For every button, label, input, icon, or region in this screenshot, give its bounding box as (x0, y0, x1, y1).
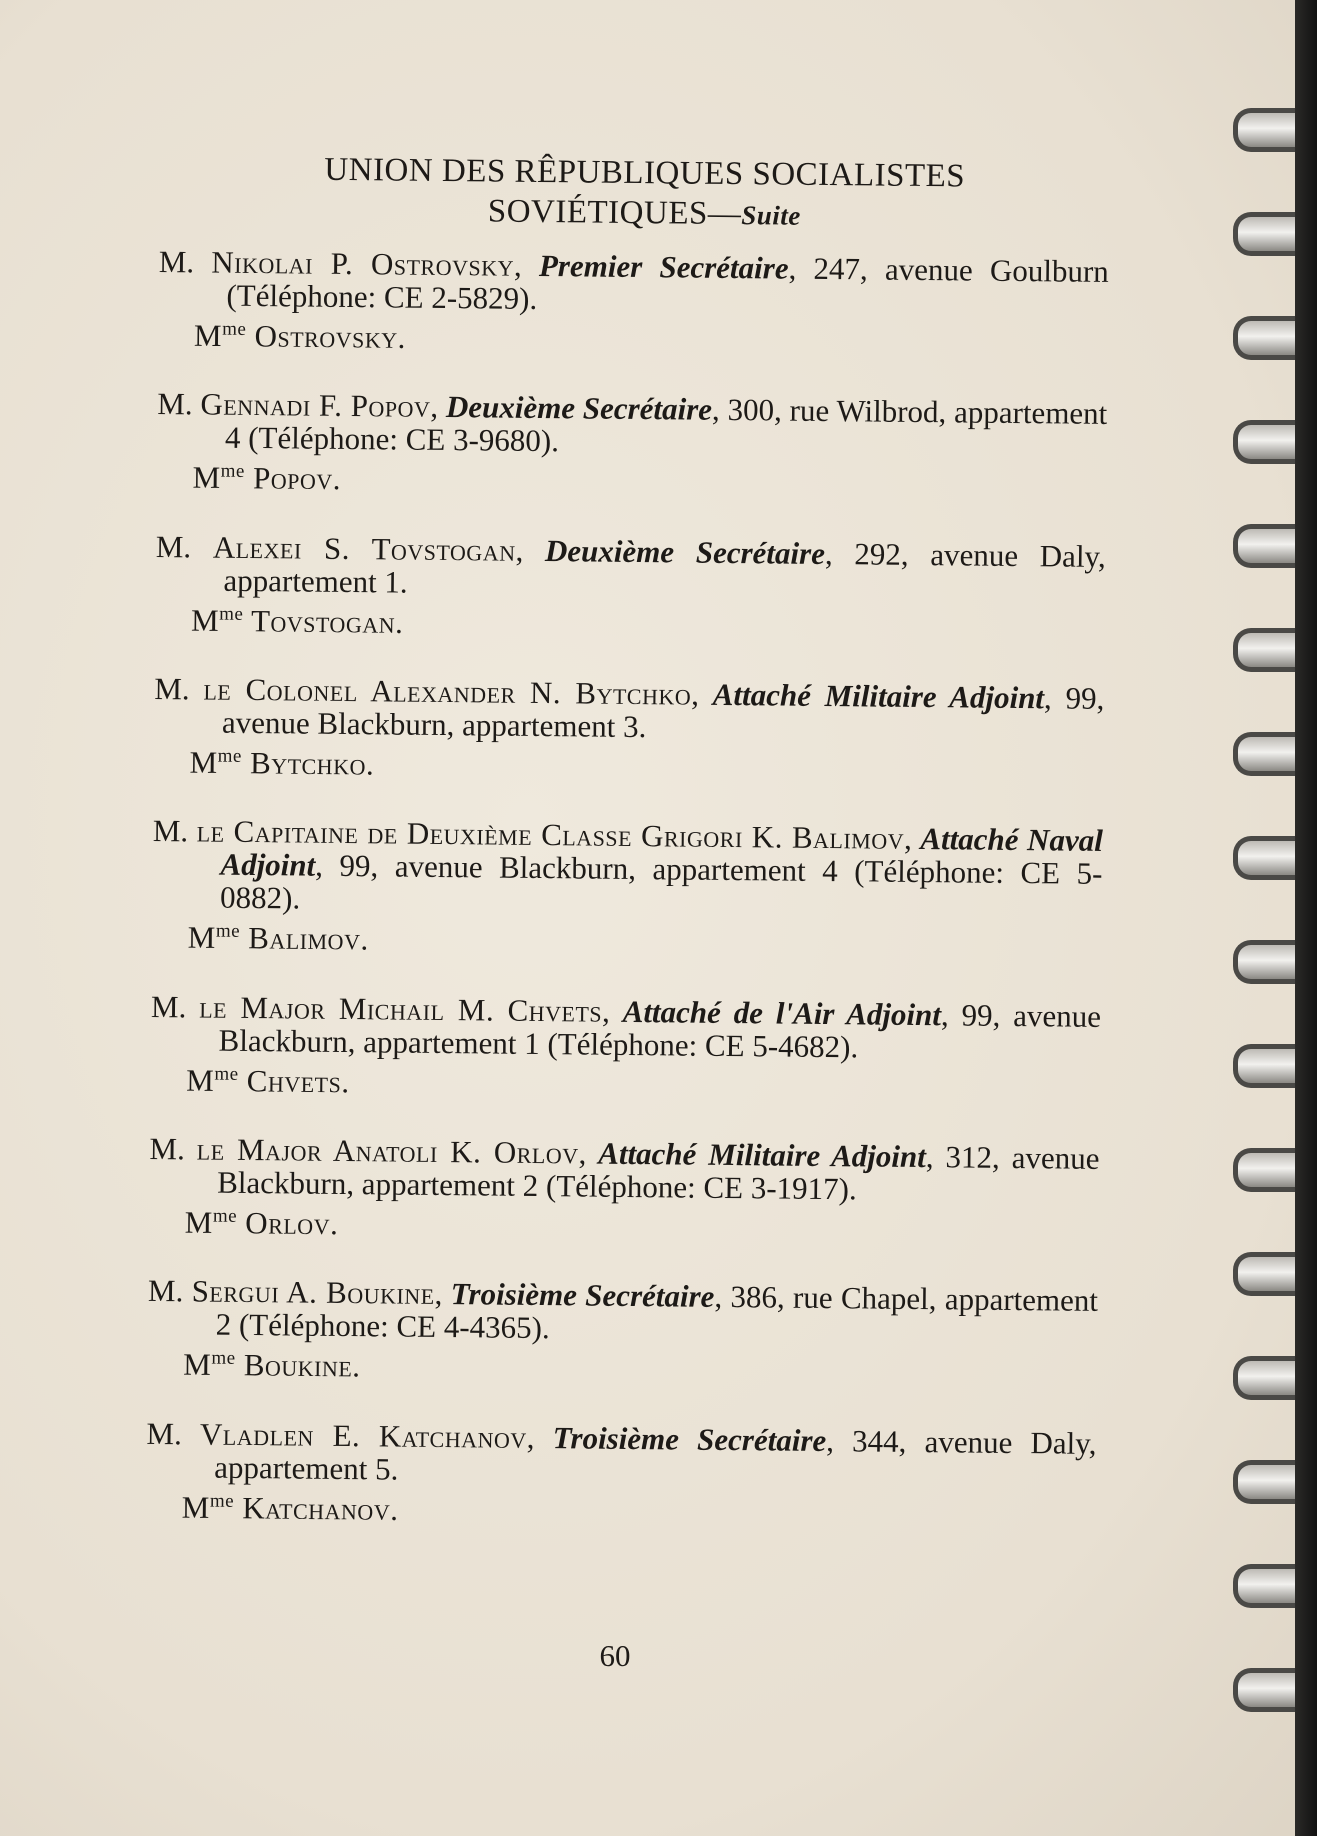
entry-prefix: M. (150, 988, 187, 1024)
entry-prefix: M. (154, 670, 190, 707)
entry-separator: , (513, 247, 540, 283)
spouse-honorific: M (193, 317, 223, 353)
entry-address: , 300, rue Wilbrod, appartement 4 (Téléphone: CE 3-9680). (224, 392, 1108, 459)
spouse-honorific-superscript: me (217, 745, 243, 767)
entry-separator: , (578, 1135, 599, 1171)
entry-title: Deuxième Secrétaire (445, 389, 713, 428)
binding-coil (1233, 628, 1295, 672)
entry-title: Attaché Militaire Adjoint (598, 1135, 927, 1175)
binding-coil (1233, 1668, 1295, 1712)
entry-name: Gennadi F. Popov (200, 386, 431, 425)
diplomat-entry (152, 814, 1103, 965)
binding-coil (1233, 732, 1295, 776)
diplomat-entry (149, 1132, 1100, 1250)
heading-suite: Suite (741, 200, 801, 231)
spouse-name: Katchanov. (242, 1489, 399, 1527)
entry-prefix: M. (146, 1415, 183, 1451)
entry-person-line (154, 672, 1105, 748)
heading-country: SOVIÉTIQUES— (487, 193, 742, 233)
entry-separator: , (601, 993, 623, 1029)
spouse-honorific-superscript: me (214, 1063, 239, 1085)
entry-prefix: M. (155, 528, 192, 565)
entry-name: Nikolai P. Ostrovsky (211, 244, 515, 283)
spouse-honorific: M (189, 744, 218, 780)
entry-title: Attaché Naval Adjoint (220, 821, 1104, 883)
entry-name: Sergui A. Boukine (191, 1273, 435, 1312)
entry-spouse-line (152, 913, 1102, 965)
entry-address: , 99, avenue Blackburn, appartement 3. (221, 680, 1105, 745)
diplomat-entry (153, 672, 1104, 790)
entry-title: Attaché Militaire Adjoint (712, 676, 1045, 716)
binding-coil (1233, 1252, 1295, 1296)
spouse-honorific: M (183, 1346, 212, 1383)
entry-prefix: M. (157, 386, 193, 422)
entry-separator: , (434, 1276, 451, 1312)
spouse-honorific: M (187, 919, 216, 956)
spouse-honorific: M (181, 1489, 211, 1525)
entry-spouse-line (147, 1340, 1097, 1392)
spouse-honorific: M (192, 460, 221, 496)
binding-coil (1233, 1564, 1295, 1608)
entry-spouse-line (155, 596, 1105, 648)
diplomat-entry (150, 990, 1101, 1108)
entry-separator: , (515, 532, 546, 568)
entry-list (146, 245, 1109, 1535)
entry-prefix: M. (147, 1273, 184, 1309)
entry-person-line (150, 990, 1101, 1066)
entry-person-line (158, 245, 1109, 321)
spiral-binding (1217, 0, 1317, 1836)
entry-separator: , (903, 821, 921, 857)
binding-coil (1233, 1356, 1295, 1400)
binding-spine (1295, 0, 1317, 1836)
binding-coil (1233, 524, 1295, 568)
diplomat-entry (146, 1417, 1097, 1535)
binding-coil (1233, 212, 1295, 256)
entry-person-line (146, 1417, 1097, 1493)
diplomat-entry (158, 245, 1109, 363)
spouse-name: Popov. (252, 460, 342, 497)
entry-title: Deuxième Secrétaire (544, 532, 826, 571)
entry-address: , 99, avenue Blackburn, appartement 4 (Téléphone: CE 5-0882). (219, 847, 1103, 916)
binding-coil (1233, 420, 1295, 464)
spouse-honorific-superscript: me (219, 603, 244, 625)
entry-name: le Major Michail M. Chvets (199, 989, 603, 1029)
entry-name: Vladlen E. Katchanov (199, 1416, 527, 1455)
binding-coil (1233, 1044, 1295, 1088)
spouse-name: Balimov. (248, 920, 369, 957)
spouse-name: Chvets. (246, 1062, 350, 1100)
diplomat-entry (155, 530, 1106, 648)
entry-prefix: M. (149, 1130, 186, 1167)
heading-line-2 (179, 188, 1109, 239)
entry-title: Attaché de l'Air Adjoint (622, 993, 942, 1032)
entry-address: , 386, rue Chapel, appartement 2 (Téléphone: CE 4-4365). (215, 1279, 1099, 1346)
spouse-honorific-superscript: me (212, 1205, 238, 1227)
entry-separator: , (526, 1419, 553, 1455)
page-heading (179, 148, 1110, 239)
entry-address: , 292, avenue Daly, appartement 1. (223, 535, 1106, 600)
page-content (145, 148, 1110, 1569)
binding-coil (1233, 1148, 1295, 1192)
entry-separator: , (430, 389, 447, 425)
spouse-honorific-superscript: me (209, 1490, 235, 1512)
binding-coil (1233, 1460, 1295, 1504)
entry-separator: , (691, 676, 713, 712)
entry-person-line (148, 1274, 1099, 1350)
spouse-honorific: M (184, 1204, 214, 1240)
page-number: 60 (599, 1638, 631, 1673)
entry-spouse-line (153, 738, 1103, 790)
entry-spouse-line (149, 1198, 1099, 1250)
entry-prefix: M. (152, 813, 189, 849)
entry-address: , 99, avenue Blackburn, appartement 1 (Téléphone: CE 5-4682). (218, 996, 1102, 1065)
entry-title: Troisième Secrétaire (450, 1276, 715, 1315)
entry-spouse-line (146, 1483, 1096, 1535)
entry-address: , 247, avenue Goulburn (Téléphone: CE 2-5829). (226, 250, 1109, 316)
entry-person-line (152, 814, 1103, 923)
heading-line-1: UNION DES RÊPUBLIQUES SOCIALISTES (324, 151, 966, 195)
diplomat-entry (156, 387, 1107, 505)
binding-coil (1233, 108, 1295, 152)
binding-coil (1233, 316, 1295, 360)
diplomat-entry (147, 1274, 1098, 1392)
entry-spouse-line (156, 453, 1106, 505)
spouse-name: Ostrovsky. (254, 318, 407, 355)
entry-person-line (149, 1132, 1100, 1208)
spouse-honorific-superscript: me (211, 1347, 236, 1370)
entry-name: le Capitaine de Deuxième Classe Grigori K. Balimov (196, 813, 905, 857)
spouse-honorific-superscript: me (220, 460, 246, 483)
spouse-name: Orlov. (245, 1205, 339, 1242)
entry-spouse-line (158, 311, 1108, 363)
binding-coil (1233, 940, 1295, 984)
entry-title: Troisième Secrétaire (552, 1419, 827, 1458)
entry-name: Alexei S. Tovstogan (212, 529, 516, 568)
spouse-name: Bytchko. (249, 745, 375, 782)
entry-name: le Major Anatoli K. Orlov (196, 1131, 579, 1171)
entry-address: , 312, avenue Blackburn, appartement 2 (Téléphone: CE 3-1917). (216, 1139, 1100, 1207)
spouse-honorific-superscript: me (222, 318, 247, 340)
binding-coil (1233, 836, 1295, 880)
entry-prefix: M. (158, 243, 195, 280)
spouse-name: Tovstogan. (250, 602, 404, 640)
entry-title: Premier Secrétaire (538, 247, 789, 286)
spouse-honorific: M (190, 602, 220, 638)
entry-spouse-line (150, 1056, 1100, 1108)
entry-person-line (155, 530, 1106, 606)
spouse-honorific: M (186, 1062, 215, 1098)
spouse-name: Boukine. (243, 1347, 361, 1384)
spouse-honorific-superscript: me (215, 920, 241, 943)
entry-person-line (157, 387, 1108, 463)
entry-name: le Colonel Alexander N. Bytchko (203, 671, 692, 712)
entry-address: , 344, avenue Daly, appartement 5. (214, 1422, 1097, 1487)
